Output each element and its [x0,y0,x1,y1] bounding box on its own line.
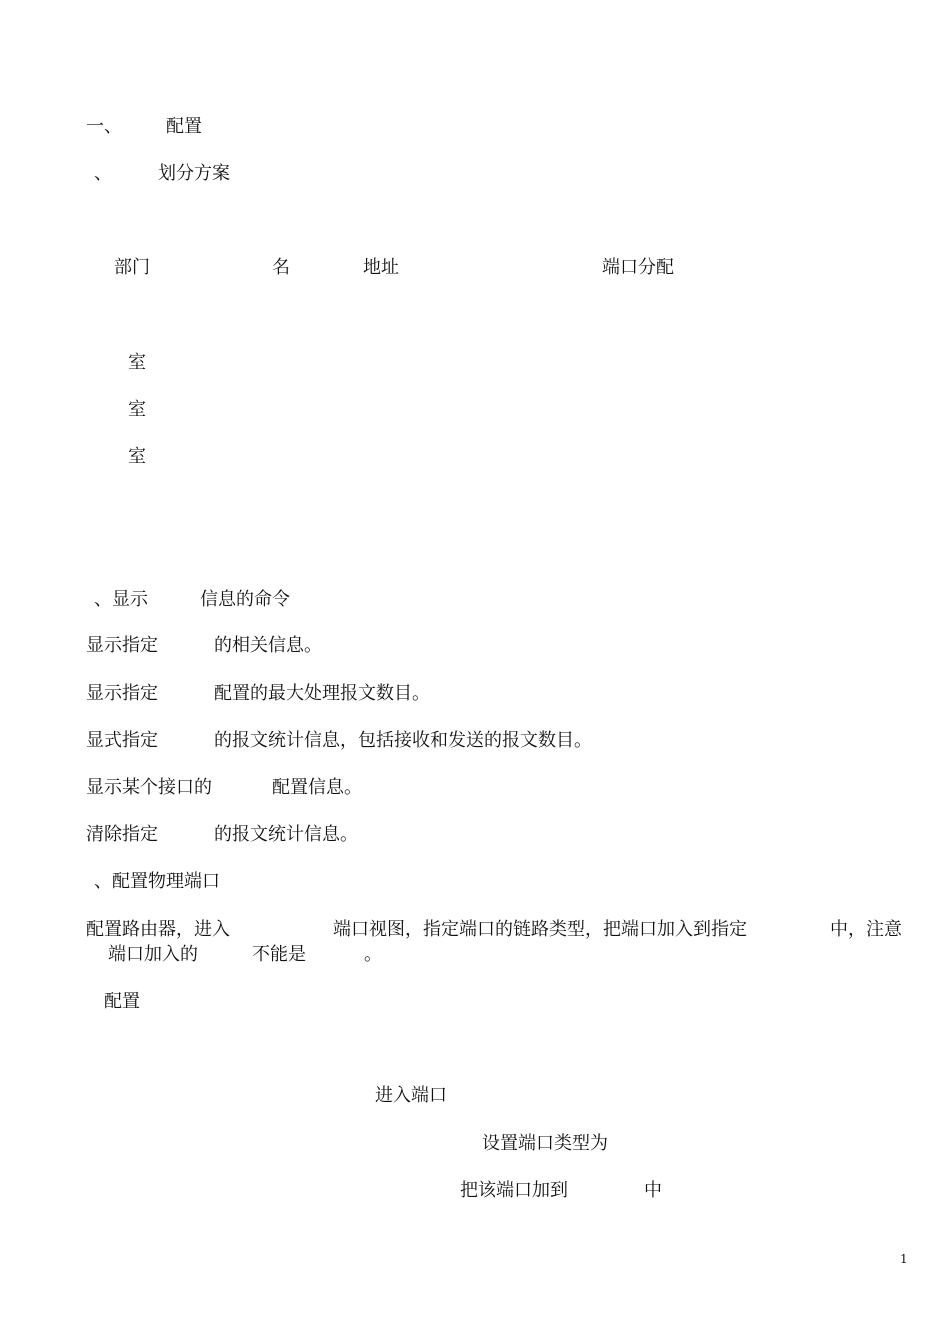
table-row-dept: 室 [128,352,146,373]
step-add-port-suffix: 中 [644,1180,662,1201]
command-line: 显示指定 [86,635,158,656]
section-1-2-number: 、显示 [94,589,148,610]
paragraph-text: 端口加入的 [108,944,198,965]
section-1-1-number: 、 [94,163,112,184]
command-line-desc: 配置信息。 [272,777,362,798]
command-line-desc: 的报文统计信息，包括接收和发送的报文数目。 [214,730,592,751]
section-1-3-title: 、配置物理端口 [94,871,220,892]
command-line-desc: 的相关信息。 [214,635,322,656]
paragraph-text: 配置路由器，进入 [86,919,230,940]
command-line-desc: 配置的最大处理报文数目。 [214,683,430,704]
command-line-desc: 的报文统计信息。 [214,824,358,845]
command-line: 显式指定 [86,730,158,751]
paragraph-text: 。 [364,944,382,965]
section-1-number: 一、 [86,116,122,137]
table-header-address: 地址 [363,257,399,278]
section-1-title: 配置 [166,116,202,137]
command-line: 清除指定 [86,824,158,845]
step-add-port: 把该端口加到 [460,1180,568,1201]
table-header-name: 名 [272,257,290,278]
step-set-port-type: 设置端口类型为 [482,1133,608,1154]
paragraph-text: 不能是 [252,944,306,965]
command-line: 显示某个接口的 [86,777,212,798]
step-enter-port: 进入端口 [375,1085,447,1106]
page-number: 1 [900,1252,908,1266]
section-1-1-title: 划分方案 [158,163,230,184]
table-row-dept: 室 [128,399,146,420]
table-header-ports: 端口分配 [602,257,674,278]
config-label: 配置 [104,991,140,1012]
paragraph-text: 端口视图，指定端口的链路类型，把端口加入到指定 [333,919,747,940]
command-line: 显示指定 [86,683,158,704]
section-1-2-title: 信息的命令 [200,589,290,610]
table-row-dept: 室 [128,446,146,467]
paragraph-text: 中，注意 [830,919,902,940]
table-header-dept: 部门 [114,257,150,278]
